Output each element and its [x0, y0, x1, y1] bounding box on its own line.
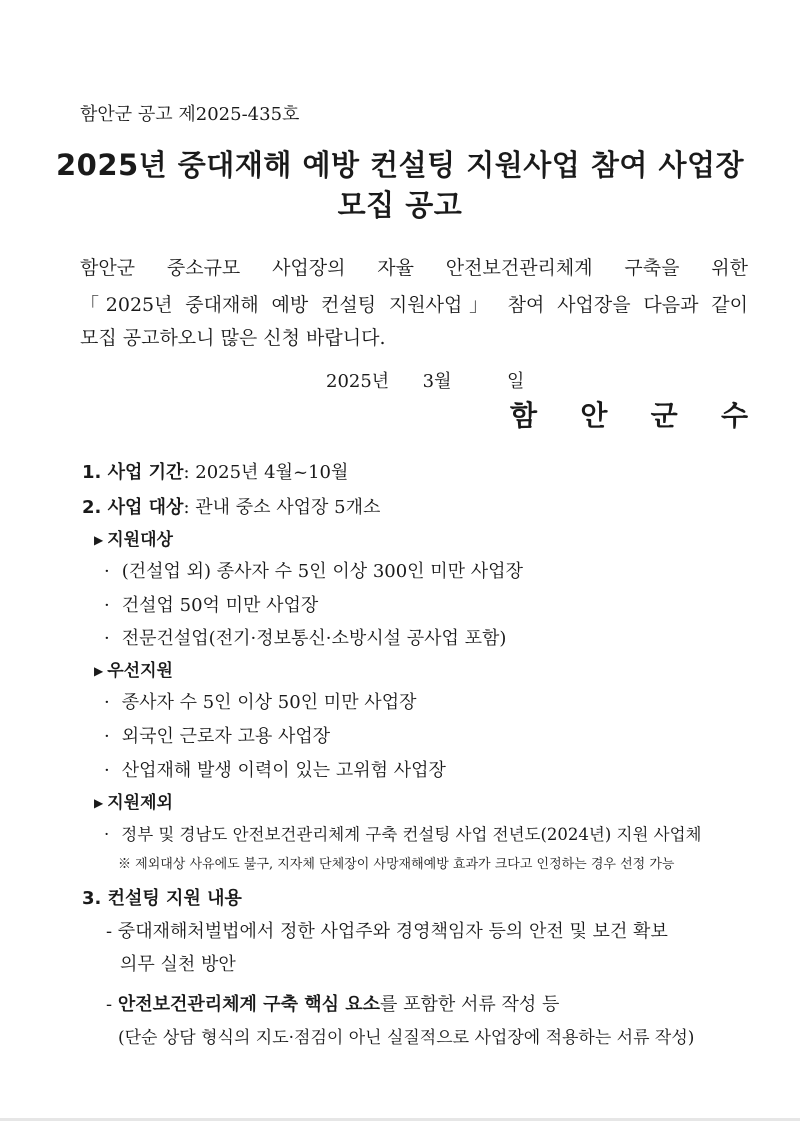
list-item-text: 종사자 수 5인 이상 50인 미만 사업장: [121, 692, 417, 713]
intro-line2: 「2025년 중대재해 예방 컨설팅 지원사업」 참여 사업장을 다음과 같이: [80, 294, 748, 316]
list-item: [104, 557, 523, 583]
date-day: 일: [506, 371, 525, 392]
content-item-2: [106, 990, 559, 1016]
triangle-icon: ▶: [94, 533, 104, 547]
section-period-label: 1. 사업 기간: [82, 462, 184, 483]
section-target-value: : 관내 중소 사업장 5개소: [183, 497, 381, 518]
triangle-icon: ▶: [94, 796, 104, 810]
list-item: [104, 722, 330, 748]
intro-line3: 모집 공고하오니 많은 신청 바랍니다.: [80, 327, 386, 349]
issuer-char: 함: [510, 399, 538, 432]
support-target-heading: [94, 525, 173, 550]
content-item-1-line1: - 중대재해처벌법에서 정한 사업주와 경영책임자 등의 안전 및 보건 확보: [106, 921, 668, 942]
issuer-char: 군: [650, 399, 678, 432]
section-target-label: 2. 사업 대상: [82, 497, 184, 518]
content-item-2-rest: 를 포함한 서류 작성 등: [380, 994, 560, 1015]
page-title-line2: 모집 공고: [337, 188, 463, 222]
list-item-text: 외국인 근로자 고용 사업장: [121, 726, 331, 747]
section-content: [82, 884, 242, 910]
list-item-text: 정부 및 경남도 안전보건관리체계 구축 컨설팅 사업 전년도(2024년) 지원 사업체: [121, 825, 702, 844]
list-item-text: 전문건설업(전기·정보통신·소방시설 공사업 포함): [121, 628, 507, 649]
list-item-text: (건설업 외) 종사자 수 5인 이상 300인 미만 사업장: [121, 561, 523, 582]
priority-heading: [94, 656, 173, 681]
exclusion-note: ※ 제외대상 사유에도 불구, 지자체 단체장이 사망재해예방 효과가 크다고 인정하는 경우 선정 가능: [118, 857, 675, 872]
list-item-text: 건설업 50억 미만 사업장: [121, 595, 319, 616]
list-item: [104, 821, 702, 845]
list-item: [104, 591, 318, 617]
content-item-2-note: (단순 상담 형식의 지도·점검이 아닌 실질적으로 사업장에 적용하는 서류 작성): [118, 1028, 695, 1048]
triangle-icon: ▶: [94, 664, 104, 678]
support-target-heading-text: 지원대상: [107, 530, 173, 550]
exclusion-heading-text: 지원제외: [107, 793, 173, 813]
section-content-label: 3. 컨설팅 지원 내용: [82, 888, 242, 909]
bullet-icon: ·: [104, 561, 110, 582]
issuer: [510, 394, 748, 434]
issuer-char: 수: [720, 399, 748, 432]
notice-number: 함안군 공고 제2025-435호: [80, 104, 300, 125]
bullet-icon: ·: [104, 726, 110, 747]
intro-line1: 함안군 중소규모 사업장의 자율 안전보건관리체계 구축을 위한: [80, 257, 748, 279]
issuer-char: 안: [580, 399, 608, 432]
bullet-icon: ·: [104, 628, 110, 649]
section-period: [82, 458, 348, 484]
content-item-2-bold: 안전보건관리체계 구축 핵심 요소: [117, 994, 381, 1015]
scan-edge: [0, 1118, 800, 1121]
content-item-1-line2: 의무 실천 방안: [120, 954, 236, 975]
list-item: [104, 688, 416, 714]
list-item-text: 산업재해 발생 이력이 있는 고위험 사업장: [121, 760, 446, 781]
section-period-value: : 2025년 4월~10월: [183, 462, 349, 483]
section-target: [82, 493, 380, 519]
content-item-2-dash: -: [106, 994, 118, 1015]
bullet-icon: ·: [104, 692, 110, 713]
date-year: 2025년: [326, 371, 390, 392]
bullet-icon: ·: [104, 760, 110, 781]
exclusion-heading: [94, 788, 173, 813]
list-item: [104, 624, 506, 650]
page-title-line1: 2025년 중대재해 예방 컨설팅 지원사업 참여 사업장: [55, 148, 745, 182]
date-month: 3월: [422, 371, 452, 392]
announcement-date: [326, 367, 524, 393]
bullet-icon: ·: [104, 595, 110, 616]
priority-heading-text: 우선지원: [107, 661, 173, 681]
list-item: [104, 756, 446, 782]
bullet-icon: ·: [104, 825, 110, 844]
